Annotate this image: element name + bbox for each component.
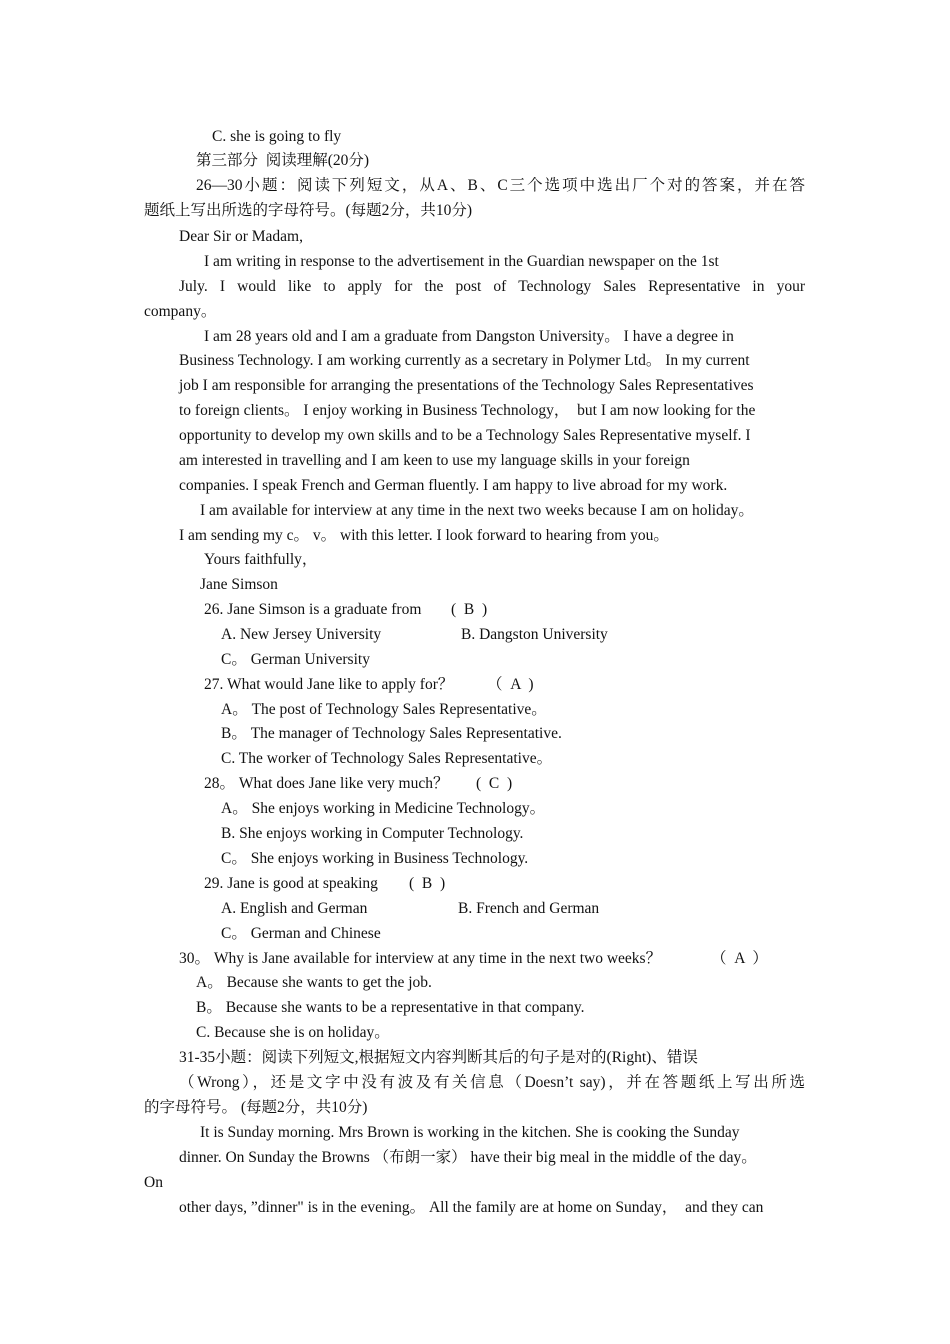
question-26-option-b: B. Dangston University: [461, 626, 608, 643]
passage-2-line-1: It is Sunday morning. Mrs Brown is working in the kitchen. She is cooking the Sunday: [200, 1124, 740, 1141]
question-29-option-b: B. French and German: [458, 900, 600, 917]
passage-2-line-4: other days, ”dinner" is in the evening。 All the family are at home on Sunday， and they can: [179, 1199, 764, 1216]
question-30-option-a: A。 Because she wants to get the job.: [196, 974, 432, 991]
question-28: 28。 What does Jane like very much？: [204, 775, 449, 792]
letter-paragraph-2-line-2: Business Technology. I am working currently as a secretary in Polymer Ltd。 In my current: [179, 352, 750, 369]
answer-option-c-prev: C. she is going to fly: [212, 128, 342, 145]
question-27-option-c: C. The worker of Technology Sales Representative。: [221, 750, 553, 767]
question-28-option-b: B. She enjoys working in Computer Technology.: [221, 825, 524, 842]
instruction-2-line-3: 的字母符号。 (每题2分，共10分): [144, 1099, 368, 1116]
question-27-option-b: B。 The manager of Technology Sales Representative.: [221, 725, 562, 742]
letter-signature: Jane Simson: [200, 576, 278, 593]
instruction-2-line-1: 31-35小题：阅读下列短文,根据短文内容判断其后的句子是对的(Right)、错误: [179, 1049, 698, 1066]
question-30-answer: （ A ）: [711, 950, 768, 967]
letter-paragraph-1-line-3: company。: [144, 303, 217, 320]
question-26-option-c: C。 German University: [221, 651, 370, 668]
question-30-option-b: B。 Because she wants to be a representative in that company.: [196, 999, 585, 1016]
question-27-answer: （ A ): [487, 676, 534, 693]
letter-paragraph-2-line-1: I am 28 years old and I am a graduate from Dangston University。 I have a degree in: [204, 328, 734, 345]
letter-paragraph-1-line-2: July. I would like to apply for the post of Technology Sales Representative in your: [179, 278, 805, 295]
question-27: 27. What would Jane like to apply for？: [204, 676, 454, 693]
question-28-answer: ( C ): [476, 775, 513, 792]
letter-paragraph-3-line-2: I am sending my c。 v。 with this letter. I look forward to hearing from you。: [179, 527, 669, 544]
passage-2-line-2: dinner. On Sunday the Browns （布朗一家） have their big meal in the middle of the day。: [179, 1149, 757, 1166]
question-30-option-c: C. Because she is on holiday。: [196, 1024, 390, 1041]
question-26-option-a: A. New Jersey University: [221, 626, 382, 643]
question-28-option-c: C。 She enjoys working in Business Technology.: [221, 850, 529, 867]
question-29-option-a: A. English and German: [221, 900, 368, 917]
section-heading: 第三部分 阅读理解(20分): [196, 152, 370, 169]
letter-closing: Yours faithfully，: [204, 551, 318, 568]
question-29-answer: ( B ): [409, 875, 446, 892]
instruction-2-line-2: （Wrong），还是文字中没有波及有关信息（Doesn’t say)，并在答题纸上写出所选: [179, 1074, 805, 1091]
question-27-option-a: A。 The post of Technology Sales Representative。: [221, 701, 547, 718]
question-30: 30。 Why is Jane available for interview at any time in the next two weeks？: [179, 950, 662, 967]
letter-paragraph-1-line-1: I am writing in response to the advertisement in the Guardian newspaper on the 1st: [204, 253, 719, 270]
instruction-line-1: 26—30小题：阅读下列短文，从A、B、C三个选项中选出厂个对的答案，并在答: [196, 177, 805, 194]
question-29: 29. Jane is good at speaking: [204, 875, 378, 892]
letter-paragraph-2-line-3: job I am responsible for arranging the presentations of the Technology Sales Representatives: [179, 377, 754, 394]
instruction-line-2: 题纸上写出所选的字母符号。(每题2分，共10分): [144, 202, 473, 219]
question-26: 26. Jane Simson is a graduate from: [204, 601, 422, 618]
letter-paragraph-2-line-6: am interested in travelling and I am keen to use my language skills in your foreign: [179, 452, 690, 469]
question-29-option-c: C。 German and Chinese: [221, 925, 381, 942]
letter-paragraph-3-line-1: I am available for interview at any time in the next two weeks because I am on holiday。: [200, 502, 754, 519]
letter-salutation: Dear Sir or Madam,: [179, 228, 303, 245]
letter-paragraph-2-line-7: companies. I speak French and German fluently. I am happy to live abroad for my work.: [179, 477, 728, 494]
question-26-answer: ( B ): [451, 601, 488, 618]
letter-paragraph-2-line-4: to foreign clients。 I enjoy working in Business Technology， but I am now looking for the: [179, 402, 756, 419]
letter-paragraph-2-line-5: opportunity to develop my own skills and to be a Technology Sales Representative myself. I: [179, 427, 751, 444]
question-28-option-a: A。 She enjoys working in Medicine Technology。: [221, 800, 546, 817]
passage-2-line-3: On: [144, 1174, 163, 1191]
